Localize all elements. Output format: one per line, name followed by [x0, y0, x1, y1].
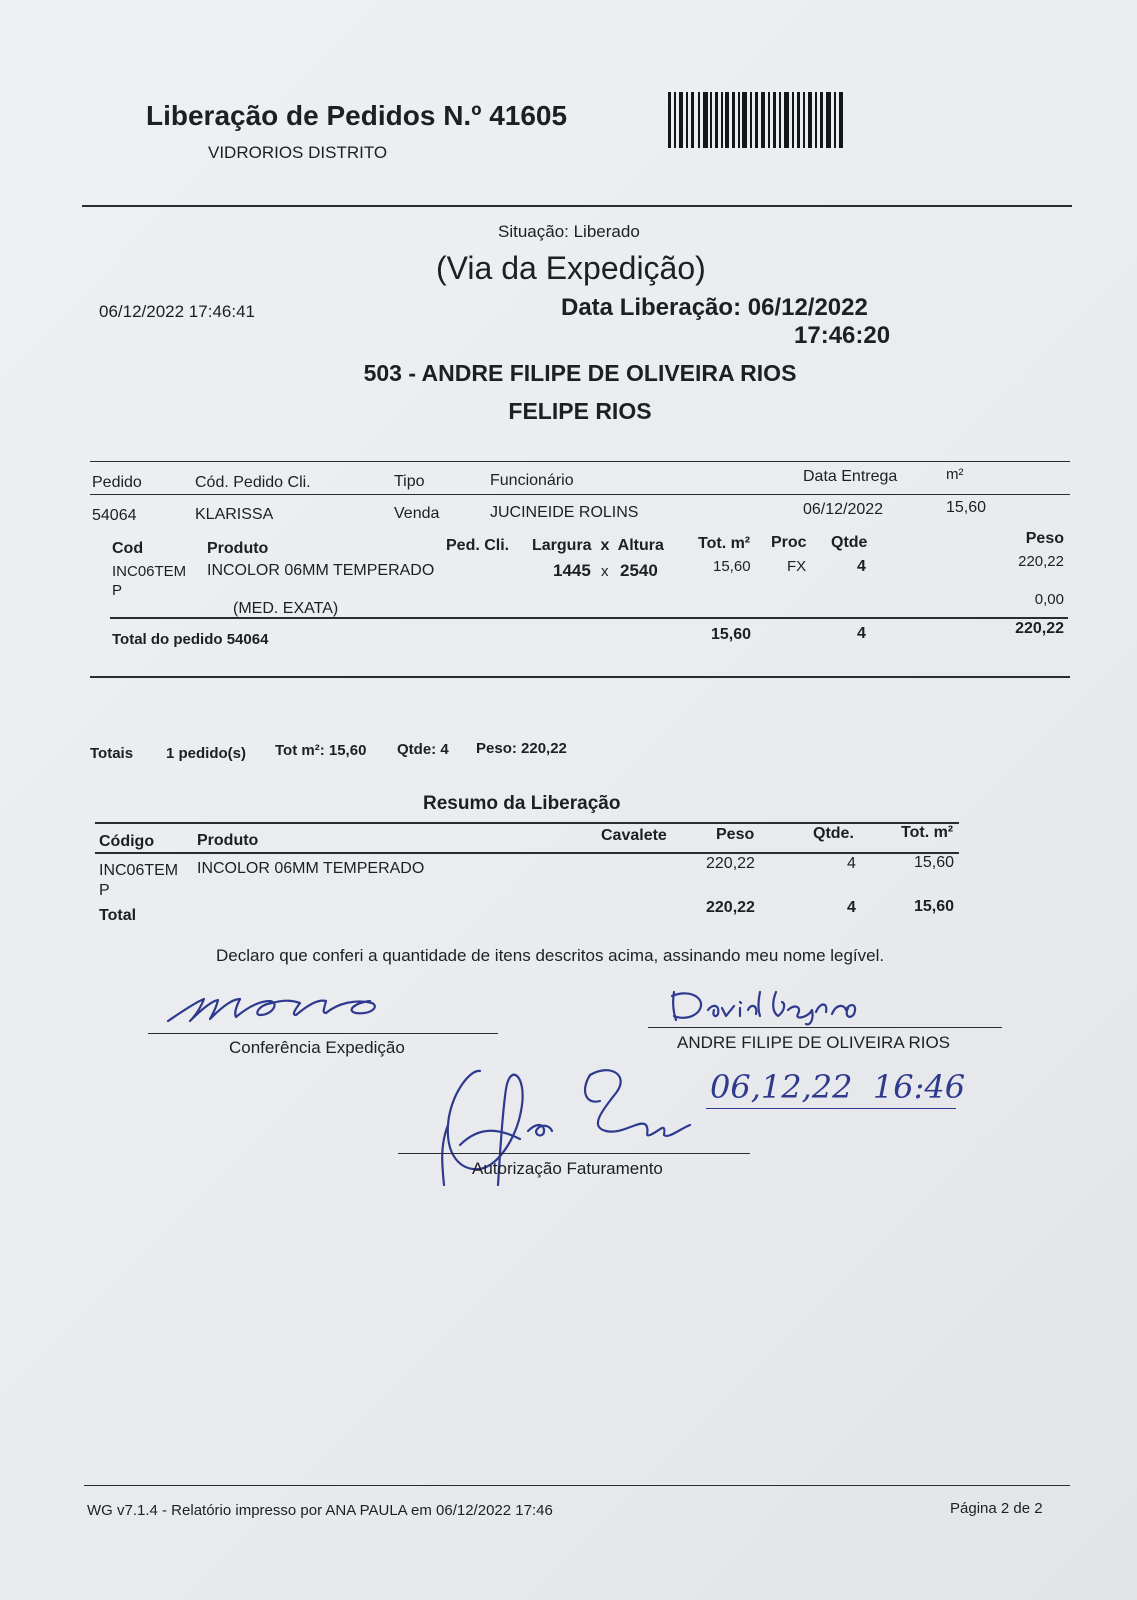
footer-page-number: Página 2 de 2: [950, 1500, 1043, 1517]
summary-col-peso: Peso: [716, 826, 755, 843]
item-qtde: 4: [857, 558, 866, 575]
order-total-m2: 15,60: [711, 626, 752, 643]
summary-col-qtde: Qtde.: [813, 825, 854, 842]
order-total-peso: 220,22: [1015, 620, 1064, 637]
col-produto: Produto: [207, 540, 269, 557]
company-name: VIDRORIOS DISTRITO: [208, 143, 388, 162]
conferencia-line: [148, 1033, 498, 1034]
col-cod-pedido-cli: Cód. Pedido Cli.: [195, 474, 311, 491]
col-tipo: Tipo: [394, 473, 425, 490]
item-altura: 2540: [620, 561, 658, 580]
footer-divider: [84, 1485, 1070, 1486]
item-x: x: [601, 563, 609, 580]
release-date: Data Liberação: 06/12/2022: [561, 294, 868, 321]
handwritten-date: 06,12,22 16:46: [710, 1068, 966, 1106]
col-data-entrega: Data Entrega: [803, 468, 898, 485]
summary-total-label: Total: [99, 907, 137, 924]
declaration-text: Declaro que conferi a quantidade de itens descritos acima, assinando meu nome legível.: [216, 946, 885, 965]
summary-total-tot-m2: 15,60: [914, 898, 955, 915]
summary-row-codigo-cont: P: [99, 882, 110, 899]
order-data-entrega: 06/12/2022: [803, 501, 884, 518]
totals-label: Totais: [90, 745, 134, 762]
handwritten-date-underline: [706, 1108, 956, 1109]
autorizacao-line: [398, 1153, 750, 1154]
col-qtde: Qtde: [831, 534, 868, 551]
print-timestamp: 06/12/2022 17:46:41: [99, 302, 255, 321]
summary-row-qtde: 4: [847, 855, 856, 872]
summary-col-codigo: Código: [99, 833, 155, 850]
order-funcionario: JUCINEIDE ROLINS: [490, 504, 639, 521]
summary-col-tot-m2: Tot. m²: [901, 824, 954, 841]
summary-top-divider: [95, 822, 959, 824]
conferencia-label: Conferência Expedição: [229, 1038, 405, 1057]
col-m2: m²: [946, 466, 964, 483]
summary-row-tot-m2: 15,60: [914, 854, 955, 871]
order-total-qtde: 4: [857, 625, 866, 642]
header-divider: [82, 205, 1072, 207]
footer-printed-by: WG v7.1.4 - Relatório impresso por ANA PAULA em 06/12/2022 17:46: [87, 1502, 553, 1519]
order-tipo: Venda: [394, 505, 440, 522]
item-peso: 220,22: [1018, 553, 1064, 570]
col-ped-cli: Ped. Cli.: [446, 537, 510, 554]
client-signature-line: [648, 1027, 1002, 1028]
order-total-label: Total do pedido 54064: [112, 631, 269, 648]
situation-text: Situação: Liberado: [498, 222, 640, 241]
summary-total-peso: 220,22: [706, 899, 755, 916]
item-proc: FX: [787, 558, 807, 575]
col-largura-altura: Largura x Altura: [532, 537, 664, 554]
col-tot-m2: Tot. m²: [698, 535, 751, 552]
item-peso-extra: 0,00: [1034, 591, 1064, 608]
order-top-divider: [90, 461, 1070, 462]
autorizacao-signature: [440, 1065, 700, 1215]
summary-header-divider: [95, 852, 959, 854]
barcode-icon: [668, 92, 844, 148]
col-peso: Peso: [1025, 530, 1064, 547]
item-produto: INCOLOR 06MM TEMPERADO: [207, 562, 435, 579]
summary-total-qtde: 4: [847, 899, 856, 916]
col-cod: Cod: [112, 540, 144, 557]
item-cod-cont: P: [112, 582, 123, 599]
order-total-divider: [110, 617, 1068, 619]
totals-qtde: Qtde: 4: [397, 741, 449, 758]
client-signature: [668, 988, 868, 1028]
item-largura: 1445: [553, 561, 591, 580]
summary-col-cavalete: Cavalete: [601, 827, 667, 844]
order-m2: 15,60: [946, 499, 987, 516]
order-pedido: 54064: [92, 507, 137, 524]
totals-peso: Peso: 220,22: [476, 740, 567, 757]
col-pedido: Pedido: [92, 474, 142, 491]
summary-row-codigo: INC06TEM: [99, 862, 179, 879]
release-time: 17:46:20: [794, 322, 891, 349]
document-title: Liberação de Pedidos N.º 41605: [146, 100, 568, 131]
conferencia-signature: [160, 985, 390, 1030]
summary-row-peso: 220,22: [706, 855, 755, 872]
order-header-divider: [90, 494, 1070, 495]
client-signature-label: ANDRE FILIPE DE OLIVEIRA RIOS: [677, 1033, 951, 1052]
copy-type: (Via da Expedição): [436, 250, 706, 286]
summary-title: Resumo da Liberação: [423, 793, 621, 814]
totals-m2: Tot m²: 15,60: [275, 742, 367, 759]
summary-row-produto: INCOLOR 06MM TEMPERADO: [197, 860, 425, 877]
totals-pedidos: 1 pedido(s): [166, 745, 247, 762]
order-bottom-divider: [90, 676, 1070, 678]
summary-col-produto: Produto: [197, 832, 259, 849]
item-tot-m2: 15,60: [713, 558, 751, 575]
item-note: (MED. EXATA): [233, 600, 339, 617]
col-proc: Proc: [771, 534, 807, 551]
col-funcionario: Funcionário: [490, 472, 574, 489]
client-name: 503 - ANDRE FILIPE DE OLIVEIRA RIOS: [363, 360, 797, 386]
item-cod: INC06TEM: [112, 563, 187, 580]
client-nickname: FELIPE RIOS: [508, 398, 652, 424]
order-cod-pedido-cli: KLARISSA: [195, 506, 274, 523]
autorizacao-label: Autorização Faturamento: [472, 1159, 663, 1178]
